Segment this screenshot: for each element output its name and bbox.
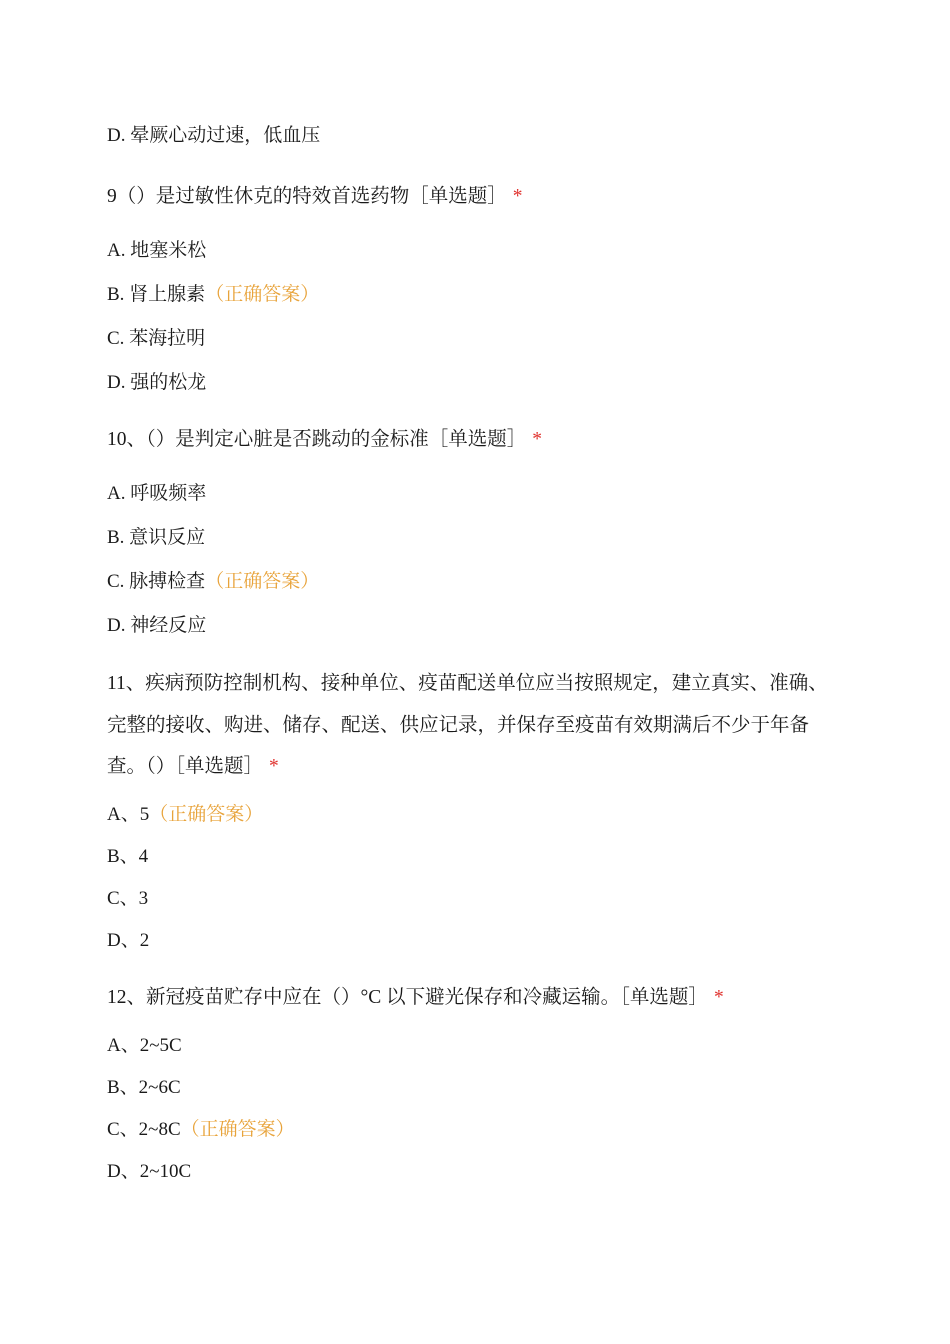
q12-option-a — [107, 1034, 182, 1058]
q12-option-b — [107, 1076, 181, 1100]
question-text: 完整的接收、购进、储存、配送、供应记录，并保存至疫苗有效期满后不少于年备 — [107, 715, 810, 736]
q9-stem — [107, 185, 523, 209]
required-mark: * — [269, 756, 279, 777]
correct-answer-label: （正确答案） — [205, 571, 320, 592]
q9-option-d — [107, 371, 206, 395]
question-text: 查。（）［单选题］ — [107, 756, 264, 777]
option-text: C. 苯海拉明 — [107, 328, 206, 349]
q11-stem-line-1 — [107, 672, 828, 696]
option-text: A. 地塞米松 — [107, 240, 207, 261]
required-mark: * — [512, 186, 523, 207]
q10-option-b — [107, 526, 205, 550]
question-text: 11、疾病预防控制机构、接种单位、疫苗配送单位应当按照规定，建立真实、准确、 — [107, 673, 828, 694]
question-text: 12、新冠疫苗贮存中应在（）°C 以下避光保存和冷藏运输。［单选题］ — [107, 987, 708, 1008]
q12-option-c — [107, 1118, 295, 1142]
option-text: A、5 — [107, 804, 150, 825]
q11-option-c — [107, 887, 148, 911]
q8-option-d — [107, 124, 320, 148]
option-text: B. 意识反应 — [107, 527, 206, 548]
q10-option-a — [107, 482, 206, 506]
option-text: B、2~6C — [107, 1077, 181, 1098]
q11-option-d — [107, 929, 149, 953]
option-text: C、2~8C — [107, 1119, 181, 1140]
option-text: D. 神经反应 — [107, 615, 207, 636]
option-text: A. 呼吸频率 — [107, 483, 207, 504]
q9-option-a — [107, 239, 206, 263]
option-text: B、4 — [107, 846, 149, 867]
option-text: C. 脉搏检查 — [107, 571, 206, 592]
q9-option-b — [107, 283, 319, 307]
q9-option-c — [107, 327, 205, 351]
q10-stem — [107, 428, 542, 452]
correct-answer-label: （正确答案） — [149, 804, 264, 825]
option-text: A、2~5C — [107, 1035, 182, 1056]
option-text: D、2 — [107, 930, 150, 951]
option-text: B. 肾上腺素 — [107, 284, 206, 305]
option-text: C、3 — [107, 888, 149, 909]
q11-stem-line-2 — [107, 714, 809, 738]
option-text: D、2~10C — [107, 1161, 192, 1182]
q11-option-b — [107, 845, 148, 869]
option-text: D. 强的松龙 — [107, 372, 207, 393]
required-mark: * — [713, 987, 724, 1008]
question-text: 10、（）是判定心脏是否跳动的金标准［单选题］ — [107, 429, 527, 450]
q11-stem-line-3 — [107, 755, 279, 779]
correct-answer-label: （正确答案） — [205, 284, 320, 305]
correct-answer-label: （正确答案） — [180, 1119, 295, 1140]
q12-option-d — [107, 1160, 191, 1184]
required-mark: * — [532, 429, 543, 450]
option-text: D. 晕厥心动过速，低血压 — [107, 125, 321, 146]
q10-option-c — [107, 570, 319, 594]
q12-stem — [107, 986, 724, 1010]
question-text: 9（）是过敏性休克的特效首选药物［单选题］ — [107, 186, 507, 207]
q11-option-a — [107, 803, 263, 827]
q10-option-d — [107, 614, 206, 638]
